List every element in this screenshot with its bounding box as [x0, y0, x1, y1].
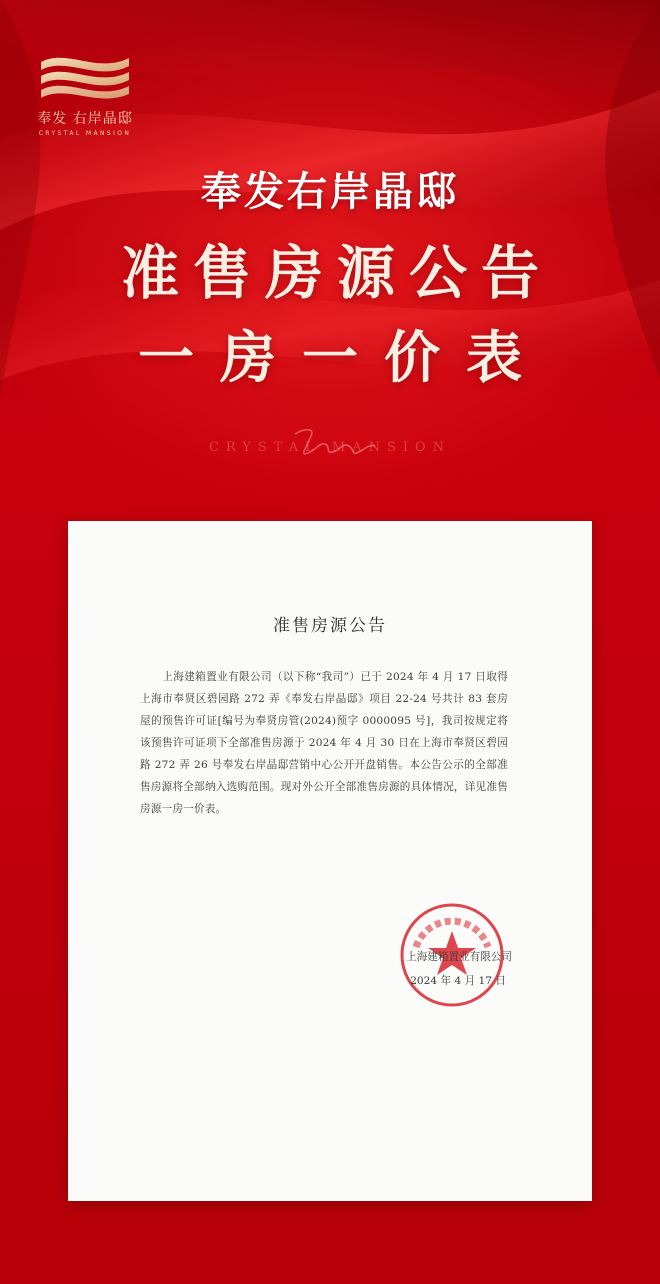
logo-name: 奉发 右岸晶邸 — [37, 111, 133, 127]
wave-logo-icon — [37, 50, 133, 106]
document-title: 准售房源公告 — [273, 616, 387, 636]
signature-date: 2024 年 4 月 17 日 — [410, 975, 506, 987]
watermark-text: CRYSTAL MANSION — [208, 440, 452, 455]
logo-subtitle: CRYSTAL MANSION — [38, 130, 132, 137]
signature-company: 上海建箱置业有限公司 — [406, 951, 512, 963]
announcement-title: 准售房源公告 — [120, 239, 553, 307]
signature-script-icon — [285, 424, 385, 464]
document-body: 上海建箱置业有限公司（以下称“我司”）已于 2024 年 4 月 17 日取得上海市奉贤区碧园路 272 弄《奉发右岸晶邸》项目 22-24 号共计 83 套房屋的预售许可证[编号为奉贤房管(2024)预字 0000095 号]，我司按规定将该预售许可证项下全部准售房源于 2024 年 4 月 30 日在上海市奉贤区碧园路 272 弄 26 号奉发右岸晶邸营销中心公开开盘销售。本公告公示的全部准售房源将全部纳入选购范围。现对外公开全部准售房源的具体情况，详见准售房源一房一价表。 — [140, 671, 508, 815]
brand-logo — [30, 50, 140, 140]
price-list-title: 一房一价表 — [138, 326, 548, 391]
project-title: 奉发右岸晶邸 — [201, 169, 459, 215]
announcement-document — [68, 521, 592, 1201]
